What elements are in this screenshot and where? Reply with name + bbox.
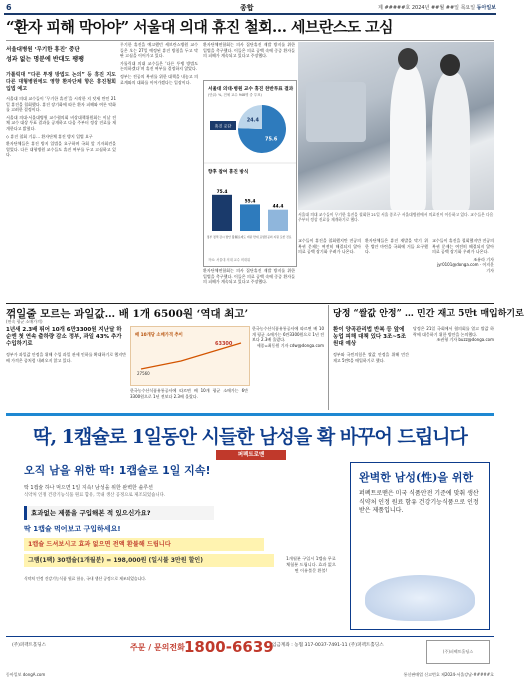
- column-3-body: [203, 42, 295, 78]
- bar-category-label: 의료제도 비판 반대 표명: [235, 235, 265, 239]
- footer-right: 통신판매업 신고번호 제2024-서울강남-#####호: [403, 672, 494, 677]
- fruit-intro: 1년새 2.3배 뛰어 10개 6만3300원 지난달 하순엔 첫 연속 출하량 감소 정부, 과일 43% 추가 수입하기로: [6, 327, 122, 347]
- col1-paragraph: 서울대 의대·서울대병원 교수협의회 비상대책위원회는 이날 전체 교수 대상 투표 결과를 공개하고 다음 주부터 정상 진료를 재개한다고 밝혔다.: [6, 114, 116, 131]
- ad-benefit-2: 딱 1캡슐 먹어보고 구입하세요!: [24, 525, 121, 533]
- rice-body-2: 당정은 21일 국회에서 협의회를 열고 쌀값 하락에 대응하기 위한 방안을 논의했다. 조권형 기자 buzz@donga.com: [413, 326, 494, 343]
- photo-head: [398, 48, 418, 70]
- bar: [212, 195, 232, 231]
- ad-side-body: 퍼펙트로맨은 미국 식품안전 기준에 맞춰 생산 식약처 인정 원료 함유 건강기능식품으로 인정받은 제품입니다.: [359, 490, 479, 514]
- ad-sub2: 식약처 인정 건강기능식품 원료 함유, 국내 생산 공정으로 제조되었습니다.: [24, 493, 166, 498]
- story-header: [6, 47, 116, 64]
- bar-value-label: 75.4: [216, 189, 228, 195]
- ad-tagline: 오직 남을 위한 딱! 1캡슐로 1일 지속!: [24, 464, 211, 477]
- ad-divider: [6, 636, 494, 637]
- subhead: 성과 없는 명분에 반대도 팽팽: [6, 56, 84, 63]
- section-name: 종합: [240, 4, 254, 12]
- page-number: 6: [6, 3, 12, 12]
- section-rule: [6, 303, 494, 304]
- kicker: 서울대병원 ‘무기한 휴진’ 중단: [6, 47, 80, 53]
- fruit-subtitle: (연속 평균 소매가격): [6, 319, 43, 324]
- col2-paragraph: 무기한 휴진을 예고했던 세브란스병원 교수들은 오는 27일 예정된 휴진 방침을 두고 막판 고심을 이어가고 있다.: [120, 42, 198, 59]
- bar-chart: [207, 189, 292, 239]
- fruit-body-1: 정부가 과일값 안정을 위해 수입 과일 관세 인하를 확대하기로 했지만 배 가격은 좀처럼 내려오지 않고 있다.: [6, 352, 126, 363]
- article-column-4: 교수들이 휴진을 철회했지만 전공의 복귀 문제는 여전히 해결되지 않아 의료 공백 장기화 우려가 나온다.: [298, 238, 361, 255]
- col1-paragraph: 서울대 의대 교수들이 ‘무기한 휴진’을 시작한 지 닷새 만인 21일 휴진을 철회했다. 휴진 장기화에 따른 환자 피해와 여론 악화를 고려한 결정이다.: [6, 96, 116, 113]
- ad-order-label: 주문 / 문의전화: [130, 643, 185, 652]
- chart-note: (단위: %, 전체 교수 948명 중 투표): [208, 93, 262, 97]
- chart-source: 자료: 서울대 의대 교수 비대위: [208, 258, 251, 262]
- photo-background-sign: [306, 82, 366, 142]
- bar: [268, 210, 288, 231]
- column-3b-body: [203, 268, 295, 300]
- fruit-chart-svg: [131, 327, 249, 385]
- col1-paragraph: ◇ 휴진 철회 기류… 환자단체 휴진 방지 입법 요구: [6, 133, 93, 139]
- ad-account: 입금계좌 : 농협 317-0037-7491-11 (주)퍼펙트홀딩스: [272, 643, 384, 648]
- byline: 조유라 기자 jyr0101@donga.com · 이지운 기자: [436, 256, 494, 273]
- fruit-value-end: 63300: [215, 341, 233, 347]
- ad-product-image: [365, 575, 475, 621]
- bar-value-label: 44.4: [272, 204, 284, 210]
- ad-benefit-1: 효과없는 제품을 구입해본 적 있으신가요?: [24, 506, 214, 520]
- photo-caption: 서울대 의대 교수들이 무기한 휴진을 철회한 21일 서울 종로구 서울대병원에서 의료진이 이동하고 있다. 교수들은 다음 주부터 정상 진료를 재개하기로 했다.: [298, 212, 494, 222]
- ad-company: (주)퍼펙트홀딩스: [12, 643, 46, 648]
- chart-header: [203, 42, 295, 78]
- fruit-byline: 세종=최동원 기자 cdw@donga.com: [256, 342, 324, 348]
- footer: [6, 672, 494, 686]
- photo-head-2: [440, 54, 460, 76]
- headline-divider: [6, 40, 494, 41]
- article-column-2: [120, 42, 198, 300]
- column-divider: [328, 305, 329, 410]
- ad-phone[interactable]: 1800-6639: [184, 638, 274, 656]
- col2-paragraph: 가톨릭대 의대 교수들은 ‘다른 투쟁 방법도 논의하겠다’며 휴진 여부를 결정하지 않았다.: [120, 60, 198, 72]
- masthead: [4, 3, 496, 15]
- ad-sub1: 딱 1캡슐 하나 먹으면 1일 지속! 남성을 위한 완벽한 솔루션: [24, 485, 153, 491]
- photo-doctor-figure: [390, 64, 426, 210]
- bar-category-label: 정부 정책 감시 방안 활동: [206, 235, 238, 239]
- infographic-svg: [204, 81, 296, 266]
- article-column-6: 교수들이 휴진을 철회했지만 전공의 복귀 문제는 여전히 해결되지 않아 의료 공백 장기화 우려가 나온다. 조유라 기자 jyr0101@donga.com · 이지운 기자: [432, 238, 494, 273]
- bar-category-label: 전공의 지원 포함 진료: [264, 235, 292, 239]
- ad-side-box: [350, 462, 490, 630]
- rice-intro: 환이 양곡관리법 반복 등 앞에 농업 피해 대책 있다 3조~5조 원대 예상: [333, 327, 407, 347]
- main-headline: “환자 피해 막아야” 서울대 의대 휴진 철회… 세브란스도 고심: [6, 18, 393, 36]
- rice-headline: 당정 “쌀값 안정” … 민간 재고 5만t 매입하기로: [333, 309, 524, 319]
- fruit-headline: 꺾일줄 모르는 과일값… 배 1개 6500원 ‘역대 최고’: [6, 308, 249, 320]
- ad-offer: 그램(1팩) 30캡슐(1개월분) = 198,000원 (일시불 3만원 할인): [24, 554, 274, 567]
- ad-notice: 1개월분 구입시 1캡슐 무료 체험분 드립니다. 효과 없으면 이유불문 환불!: [286, 556, 336, 573]
- ad-company-seal: (주)퍼펙트홀딩스: [426, 640, 490, 664]
- fruit-chart: [130, 326, 250, 386]
- footer-left: 동아일보 dongA.com: [6, 672, 46, 677]
- rice-byline: 조권형 기자 buzz@donga.com: [436, 337, 494, 343]
- bar-title: 향후 참여 휴진 방식: [208, 170, 249, 175]
- news-photo: [298, 42, 494, 210]
- article-column-5: 환자단체들은 휴진 재발을 막기 위한 법안 마련을 국회에 거듭 요구했다.: [365, 238, 428, 255]
- pie-chart: [238, 105, 286, 153]
- chart-title: 서울대 의대·병원 교수 휴진 찬반투표 결과: [208, 87, 294, 92]
- bar-value-label: 55.4: [244, 199, 256, 205]
- col3b-paragraph: 환자단체연합회는 의사 집단휴진 재발 방지를 위한 입법을 촉구했다. 이들은 의료 공백 속에 중증 환자들의 피해가 계속되고 있다고 주장했다.: [203, 268, 295, 285]
- pie-slice-label: 24.4: [246, 117, 260, 124]
- fruit-chart-label: 배 10개당 소매가격 추이: [135, 333, 183, 338]
- column-2-body: [120, 42, 198, 85]
- fruit-value-start: 27560: [137, 371, 150, 376]
- bar: [240, 204, 260, 231]
- pie-label: 휴진 중단: [214, 123, 232, 129]
- col3-paragraph: 환자단체연합회는 의사 집단휴진 재발 방지를 위한 입법을 촉구했다. 이들은 의료 공백 속에 중증 환자들의 피해가 계속되고 있다고 주장했다.: [203, 42, 295, 59]
- col1-paragraph: 환자단체들은 휴진 방지 입법을 요구하며 국회 앞 기자회견을 열었다. 다른 대형병원 교수들도 휴진 여부를 두고 고심하고 있다.: [6, 141, 116, 158]
- rice-body-1: 정부와 국민의힘은 쌀값 안정을 위해 민간 재고 5만t을 매입하기로 했다.: [333, 352, 409, 363]
- infographic: [203, 80, 297, 267]
- advertisement: [6, 413, 494, 673]
- ad-fineprint: 식약처 인정 건강기능식품 원료 함유, 국내 생산 공정으로 제조되었습니다.: [24, 576, 147, 581]
- ad-headline: 딱, 1캡슐로 1일동안 시들한 남성을 확 바꾸어 드립니다: [33, 426, 467, 448]
- lead-text: 가톨릭대 “다른 투쟁 방법도 논의” 등 휴진 지도 다른 대형병원에도 영향 환자단체 향은 휴진철회 입법 예고: [6, 72, 116, 92]
- ad-brand-badge: 퍼펙트로맨: [216, 450, 286, 460]
- column-1-body: [6, 96, 116, 158]
- ad-side-title: 완벽한 남성(性)을 위한: [359, 471, 474, 484]
- article-column-1: [6, 72, 116, 300]
- photo-doctor-figure-2: [432, 72, 470, 210]
- issue-info: 제 #####호 2024년 ##월 ##일 목요일 동아일보: [378, 5, 496, 11]
- fruit-body-3: 한국농수산식품유통공사에 따르면 배 10개 평균 소매가는 6만3300원으로 1년 전보다 2.3배 올랐다. 세종=최동원 기자 cdw@donga.com: [252, 326, 324, 348]
- fruit-body-2: 한국농수산식품유통공사에 따르면 배 10개 평균 소매가는 6만3300원으로 1년 전보다 2.3배 올랐다.: [130, 388, 248, 399]
- pie-slice-label: 75.6: [264, 136, 278, 143]
- ad-benefit-3: 1캡슐 드셔보시고 효과 없으면 전액 환불해 드립니다: [24, 538, 264, 551]
- col2-paragraph: 정부는 전공의 복귀를 위한 대책을 내놓고 의료계와의 대화를 이어가겠다는 입장이다.: [120, 73, 198, 85]
